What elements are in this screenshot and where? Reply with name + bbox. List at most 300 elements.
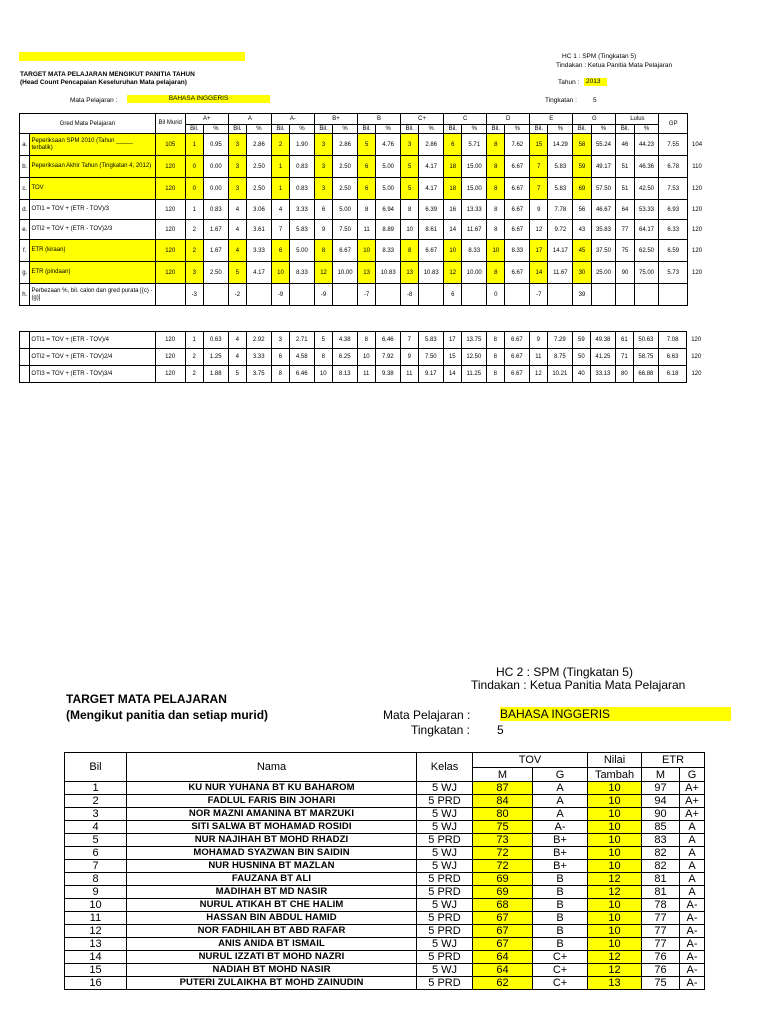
hc1-cell: 6.67 [505, 178, 530, 200]
hc1-cell [155, 284, 185, 306]
student-bil: 16 [65, 977, 127, 990]
hc1-cell: 8 [487, 134, 505, 156]
student-nilai: 10 [588, 782, 642, 795]
oti-cell: 49.38 [590, 332, 615, 349]
hc1-cell: 120 [155, 262, 185, 284]
student-tov-g: C+ [533, 964, 588, 977]
oti-cell: 120 [155, 349, 185, 366]
student-kelas: 5 PRD [417, 834, 473, 847]
hc2-heading: TARGET MATA PELAJARAN [66, 692, 227, 706]
hc1-cell: 46.36 [634, 156, 659, 178]
student-nama: KU NUR YUHANA BT KU BAHAROM [127, 782, 417, 795]
student-tov-m: 64 [473, 951, 533, 964]
hc1-cell: 6 [271, 240, 289, 262]
oti-cell: 17 [443, 332, 461, 349]
bil-subheader: Bil. [487, 125, 505, 134]
student-bil: 2 [65, 795, 127, 808]
hc1-cell: 120 [692, 226, 703, 233]
student-nama: HASSAN BIN ABDUL HAMID [127, 912, 417, 925]
tov-g-header: G [533, 768, 588, 782]
student-row [65, 912, 705, 925]
hc1-cell: 69 [573, 178, 591, 200]
grade-header: C+ [401, 114, 444, 125]
hc1-cell: 2.50 [247, 156, 272, 178]
hc1-heading: TARGET MATA PELAJARAN MENGIKUT PANITIA TAHUN [20, 71, 195, 78]
hc1-cell: 6 [444, 284, 462, 306]
oti-cell: 11.25 [461, 366, 486, 383]
kelas-header: Kelas [417, 753, 473, 782]
hc1-row [20, 262, 707, 284]
row-prefix: e. [20, 220, 30, 240]
hc1-cell: 7 [530, 178, 548, 200]
hc1-cell: 120 [155, 178, 185, 200]
grade-header: B [357, 114, 400, 125]
hc1-cell: 3 [185, 262, 203, 284]
hc1-cell: -2 [228, 284, 246, 306]
hc1-cell: 10 [357, 240, 375, 262]
hc1-cell: 62.50 [634, 240, 659, 262]
student-bil: 1 [65, 782, 127, 795]
gp-header: GP [659, 114, 688, 134]
oti-cell: 8 [486, 349, 504, 366]
hc1-cell: 30 [573, 262, 591, 284]
hc1-cell: 105 [155, 134, 185, 156]
hc2-tingkatan-label: Tingkatan : [411, 723, 470, 737]
hc1-cell: 4 [271, 200, 289, 220]
oti-cell: 6.46 [289, 366, 314, 383]
hc1-cell: 2 [271, 134, 289, 156]
student-nilai: 10 [588, 925, 642, 938]
oti-cell: 12 [529, 366, 547, 383]
student-bil: 3 [65, 808, 127, 821]
oti-cell: 6.46 [375, 332, 400, 349]
hc1-cell: 6.78 [659, 156, 688, 178]
hc1-cell: 6.39 [419, 200, 444, 220]
student-nilai: 10 [588, 912, 642, 925]
student-row [65, 977, 705, 990]
hc1-cell: 0.00 [203, 178, 228, 200]
grade-header: D [487, 114, 530, 125]
student-bil: 7 [65, 860, 127, 873]
student-etr-g: A [680, 834, 705, 847]
hc1-cell [462, 284, 487, 306]
hc1-cell: 13 [357, 262, 375, 284]
hc2-tingkatan-value: 5 [497, 723, 504, 737]
row-prefix [20, 349, 30, 366]
pct-subheader: % [203, 125, 228, 134]
student-kelas: 5 PRD [417, 951, 473, 964]
hc1-cell: 46.67 [591, 200, 616, 220]
hc1-cell: 12 [314, 262, 332, 284]
oti-cell: 5.83 [418, 332, 443, 349]
hc1-cell: 6.94 [376, 200, 401, 220]
hc1-cell: 0.95 [203, 134, 228, 156]
gred-header: Gred Mata Pelajaran [20, 114, 156, 134]
hc1-cell: 3.33 [290, 200, 315, 220]
hc1-cell: 10 [271, 262, 289, 284]
student-bil: 9 [65, 886, 127, 899]
tov-m-header: M [473, 768, 533, 782]
bil-subheader: Bil. [228, 125, 246, 134]
student-kelas: 5 PRD [417, 795, 473, 808]
student-nama: NUR NAJIHAH BT MOHD RHADZI [127, 834, 417, 847]
student-tov-m: 69 [473, 886, 533, 899]
student-row [65, 782, 705, 795]
hc1-cell: 16 [444, 200, 462, 220]
hc1-cell: 1 [271, 156, 289, 178]
hc1-cell: 39 [573, 284, 591, 306]
student-etr-g: A [680, 886, 705, 899]
hc1-cell: 0.83 [290, 178, 315, 200]
hc1-cell: 14 [530, 262, 548, 284]
student-nilai: 10 [588, 821, 642, 834]
hc1-cell: 7.50 [333, 220, 358, 240]
student-etr-g: A- [680, 938, 705, 951]
oti-cell: 14 [443, 366, 461, 383]
student-row [65, 899, 705, 912]
hc1-cell: 5.83 [290, 220, 315, 240]
row-prefix: d. [20, 200, 30, 220]
student-row [65, 951, 705, 964]
hc1-cell: 18 [444, 156, 462, 178]
hc1-cell: 5.00 [333, 200, 358, 220]
hc1-cell: 120 [155, 220, 185, 240]
student-row [65, 795, 705, 808]
oti-cell: 9.38 [375, 366, 400, 383]
oti-cell: 50.63 [634, 332, 659, 349]
hc1-cell: 8.33 [376, 240, 401, 262]
student-kelas: 5 PRD [417, 925, 473, 938]
oti-cell: 10.21 [547, 366, 572, 383]
row-label: Peperiksaan SPM 2010 (Tahun _____ terbalik) [30, 134, 155, 156]
hc2-subheading: (Mengikut panitia dan setiap murid) [66, 708, 269, 722]
hc1-cell: 5.73 [659, 262, 688, 284]
hc1-table [19, 113, 706, 306]
pct-subheader: % [419, 125, 444, 134]
hc1-cell: 0.83 [203, 200, 228, 220]
hc1-cell: 120 [692, 269, 703, 276]
hc1-cell: 11.67 [462, 220, 487, 240]
hc1-cell: -7 [530, 284, 548, 306]
hc1-cell [548, 284, 573, 306]
student-nilai: 12 [588, 964, 642, 977]
hc1-cell: 6.67 [505, 200, 530, 220]
oti-cell: 3.75 [246, 366, 271, 383]
hc1-cell: 11 [357, 220, 375, 240]
student-tov-m: 80 [473, 808, 533, 821]
student-nama: NURUL IZZATI BT MOHD NAZRI [127, 951, 417, 964]
student-etr-g: A [680, 821, 705, 834]
hc1-cell: 64.17 [634, 220, 659, 240]
hc1-cell [290, 284, 315, 306]
hc1-cell [616, 284, 634, 306]
hc1-cell: 1.67 [203, 240, 228, 262]
student-tov-g: B [533, 886, 588, 899]
hc1-cell: 44.23 [634, 134, 659, 156]
row-prefix [20, 366, 30, 383]
hc1-cell: 4 [228, 240, 246, 262]
student-tov-m: 64 [473, 964, 533, 977]
student-tov-m: 67 [473, 912, 533, 925]
hc1-cell: 7.62 [505, 134, 530, 156]
hc1-subheading: (Head Count Pencapaian Keseluruhan Mata pelajaran) [20, 79, 187, 86]
student-table [64, 752, 705, 990]
hc1-cell: 2.86 [333, 134, 358, 156]
student-row [65, 925, 705, 938]
hc1-tahun-label: Tahun : [558, 79, 580, 86]
hc1-cell: 120 [692, 247, 703, 254]
hc1-cell: 8 [487, 262, 505, 284]
row-prefix: g. [20, 262, 30, 284]
oti-cell: 6.67 [504, 332, 529, 349]
hc1-cell: 56 [573, 200, 591, 220]
header-row [20, 114, 707, 125]
student-etr-m: 85 [642, 821, 680, 834]
student-tov-g: C+ [533, 951, 588, 964]
hc1-cell: 120 [155, 240, 185, 262]
student-etr-m: 83 [642, 834, 680, 847]
hc1-cell: 2 [185, 220, 203, 240]
student-etr-m: 77 [642, 912, 680, 925]
student-etr-m: 78 [642, 899, 680, 912]
oti-cell: 9 [400, 349, 418, 366]
student-kelas: 5 PRD [417, 873, 473, 886]
hc1-cell: 13 [401, 262, 419, 284]
oti-cell: 8 [486, 366, 504, 383]
student-kelas: 5 WJ [417, 860, 473, 873]
hc1-cell: 5 [401, 156, 419, 178]
hc1-cell: 7 [271, 220, 289, 240]
hc1-title: HC 1 : SPM (Tingkatan 5) [562, 53, 637, 60]
student-row [65, 821, 705, 834]
hc1-cell: 5 [228, 262, 246, 284]
student-tov-g: B+ [533, 834, 588, 847]
hc1-cell: 37.50 [591, 240, 616, 262]
hc1-cell: 43 [573, 220, 591, 240]
student-etr-g: A- [680, 977, 705, 990]
student-kelas: 5 PRD [417, 912, 473, 925]
oti-cell: 9.17 [418, 366, 443, 383]
student-nama: NURUL ATIKAH BT CHE HALIM [127, 899, 417, 912]
student-tov-g: C+ [533, 977, 588, 990]
hc1-cell: 6.59 [659, 240, 688, 262]
hc1-cell: 13.33 [462, 200, 487, 220]
hc1-cell: 6.67 [333, 240, 358, 262]
tov-header: TOV [473, 753, 588, 768]
hc1-cell: 10.00 [462, 262, 487, 284]
hc1-cell: 14.29 [548, 134, 573, 156]
hc1-cell [688, 284, 706, 306]
hc1-row [20, 240, 707, 262]
hc1-cell [505, 284, 530, 306]
hc1-cell: 75 [616, 240, 634, 262]
student-bil: 11 [65, 912, 127, 925]
oti-cell: 58.75 [634, 349, 659, 366]
student-etr-m: 94 [642, 795, 680, 808]
hc1-cell: 6.67 [505, 262, 530, 284]
hc1-cell: 15.00 [462, 156, 487, 178]
oti-row [20, 366, 706, 383]
row-prefix: f. [20, 240, 30, 262]
pct-subheader: % [247, 125, 272, 134]
hc1-cell: 8 [357, 200, 375, 220]
student-bil: 5 [65, 834, 127, 847]
student-etr-g: A [680, 847, 705, 860]
student-bil: 6 [65, 847, 127, 860]
student-nilai: 12 [588, 951, 642, 964]
student-kelas: 5 WJ [417, 938, 473, 951]
oti-cell: 2 [185, 366, 203, 383]
student-tov-g: B [533, 938, 588, 951]
grade-header: A- [271, 114, 314, 125]
oti-cell: 12.50 [461, 349, 486, 366]
hc1-cell: 55.24 [591, 134, 616, 156]
hc1-cell: 8.33 [462, 240, 487, 262]
oti-cell: 1 [185, 332, 203, 349]
hc1-cell: 2.50 [333, 156, 358, 178]
oti-cell: 8.75 [547, 349, 572, 366]
hc1-cell: 25.00 [591, 262, 616, 284]
student-tov-m: 72 [473, 847, 533, 860]
student-tov-m: 75 [473, 821, 533, 834]
blank-cell [688, 114, 706, 134]
hc1-mp-label: Mata Pelajaran : [70, 97, 118, 104]
student-bil: 14 [65, 951, 127, 964]
bil-header: Bil [65, 753, 127, 782]
oti-cell: 120 [691, 354, 702, 360]
hc1-cell: 3 [314, 178, 332, 200]
oti-cell: 33.13 [590, 366, 615, 383]
hc1-cell: 15 [530, 134, 548, 156]
student-tov-g: B [533, 912, 588, 925]
hc1-cell: 0 [185, 156, 203, 178]
student-tov-g: A [533, 808, 588, 821]
student-nama: SITI SALWA BT MOHAMAD ROSIDI [127, 821, 417, 834]
student-kelas: 5 WJ [417, 821, 473, 834]
hc1-cell: 7 [530, 156, 548, 178]
pct-subheader: % [376, 125, 401, 134]
hc1-cell: 3 [228, 156, 246, 178]
student-tov-m: 67 [473, 925, 533, 938]
oti-cell: 1.25 [203, 349, 228, 366]
student-kelas: 5 PRD [417, 886, 473, 899]
hc1-cell: 0.00 [203, 156, 228, 178]
student-nilai: 10 [588, 795, 642, 808]
hc1-cell [203, 284, 228, 306]
hc1-cell: 10.00 [333, 262, 358, 284]
hc1-cell: 4 [228, 200, 246, 220]
hc1-cell: 46 [616, 134, 634, 156]
row-label: OTI2 = TOV + (ETR - TOV)2/4 [30, 349, 155, 366]
hc1-cell: 59 [573, 156, 591, 178]
row-label: OTI3 = TOV + (ETR - TOV)3/4 [30, 366, 155, 383]
oti-cell: 13.75 [461, 332, 486, 349]
oti-cell: 2.92 [246, 332, 271, 349]
student-bil: 12 [65, 925, 127, 938]
student-nama: NOR MAZNI AMANINA BT MARZUKI [127, 808, 417, 821]
student-tov-m: 62 [473, 977, 533, 990]
hc1-cell: 42.50 [634, 178, 659, 200]
hc1-cell: 12 [530, 220, 548, 240]
lulus-header: Lulus [616, 114, 659, 125]
hc1-tindakan: Tindakan : Ketua Panitia Mata Pelajaran [556, 62, 673, 69]
student-header-row [65, 753, 705, 768]
student-etr-g: A- [680, 964, 705, 977]
student-tov-g: B+ [533, 847, 588, 860]
student-nama: PUTERI ZULAIKHA BT MOHD ZAINUDIN [127, 977, 417, 990]
oti-cell: 4.38 [332, 332, 357, 349]
grade-header: A+ [185, 114, 228, 125]
hc1-cell: 6.67 [505, 220, 530, 240]
hc1-cell: 9 [314, 220, 332, 240]
bil-subheader: Bil. [185, 125, 203, 134]
hc1-cell: 120 [155, 156, 185, 178]
hc1-row [20, 156, 707, 178]
row-label: Perbezaan %, bil. calon dan gred purata [(c) - (g)] [30, 284, 155, 306]
oti-cell: 6.67 [504, 349, 529, 366]
student-etr-g: A- [680, 912, 705, 925]
hc1-cell: 2.86 [419, 134, 444, 156]
hc1-cell [247, 284, 272, 306]
row-prefix: a. [20, 134, 30, 156]
student-etr-g: A- [680, 925, 705, 938]
hc1-cell: 6.93 [659, 200, 688, 220]
grade-header: A [228, 114, 271, 125]
hc1-cell: 6.67 [419, 240, 444, 262]
student-bil: 10 [65, 899, 127, 912]
hc1-cell: 53.33 [634, 200, 659, 220]
hc1-row [20, 200, 707, 220]
oti-cell: 7.50 [418, 349, 443, 366]
oti-cell: 6.18 [658, 366, 687, 383]
oti-cell: 40 [572, 366, 590, 383]
hc1-cell: 8.89 [376, 220, 401, 240]
hc1-cell: 35.83 [591, 220, 616, 240]
oti-cell: 4.58 [289, 349, 314, 366]
tambah-header: Tambah [588, 768, 642, 782]
hc1-cell [634, 284, 659, 306]
oti-cell: 59 [572, 332, 590, 349]
oti-cell: 80 [615, 366, 633, 383]
hc1-cell: 8 [487, 156, 505, 178]
hc1-cell: 3.61 [247, 220, 272, 240]
hc1-tingkatan-label: Tingkatan : [545, 97, 577, 104]
oti-row [20, 349, 706, 366]
hc1-cell: 104 [692, 141, 703, 148]
hc2-title: HC 2 : SPM (Tingkatan 5) [496, 665, 633, 679]
row-label: OTI1 = TOV + (ETR - TOV)/4 [30, 332, 155, 349]
student-row [65, 873, 705, 886]
hc1-cell [419, 284, 444, 306]
pct-subheader: % [462, 125, 487, 134]
hc1-cell: 120 [692, 206, 703, 213]
row-prefix: b. [20, 156, 30, 178]
hc1-cell: 6.33 [659, 220, 688, 240]
hc1-cell: 7.55 [659, 134, 688, 156]
bil-subheader: Bil. [444, 125, 462, 134]
student-row [65, 847, 705, 860]
pct-subheader: % [290, 125, 315, 134]
hc1-cell: 1 [271, 178, 289, 200]
hc1-cell: 7.53 [659, 178, 688, 200]
hc1-cell: 8.33 [505, 240, 530, 262]
oti-cell: 50 [572, 349, 590, 366]
hc1-cell: 3.06 [247, 200, 272, 220]
student-tov-g: B+ [533, 860, 588, 873]
hc1-cell: 6 [444, 134, 462, 156]
hc1-cell: 4.17 [419, 178, 444, 200]
hc1-cell: 57.50 [591, 178, 616, 200]
